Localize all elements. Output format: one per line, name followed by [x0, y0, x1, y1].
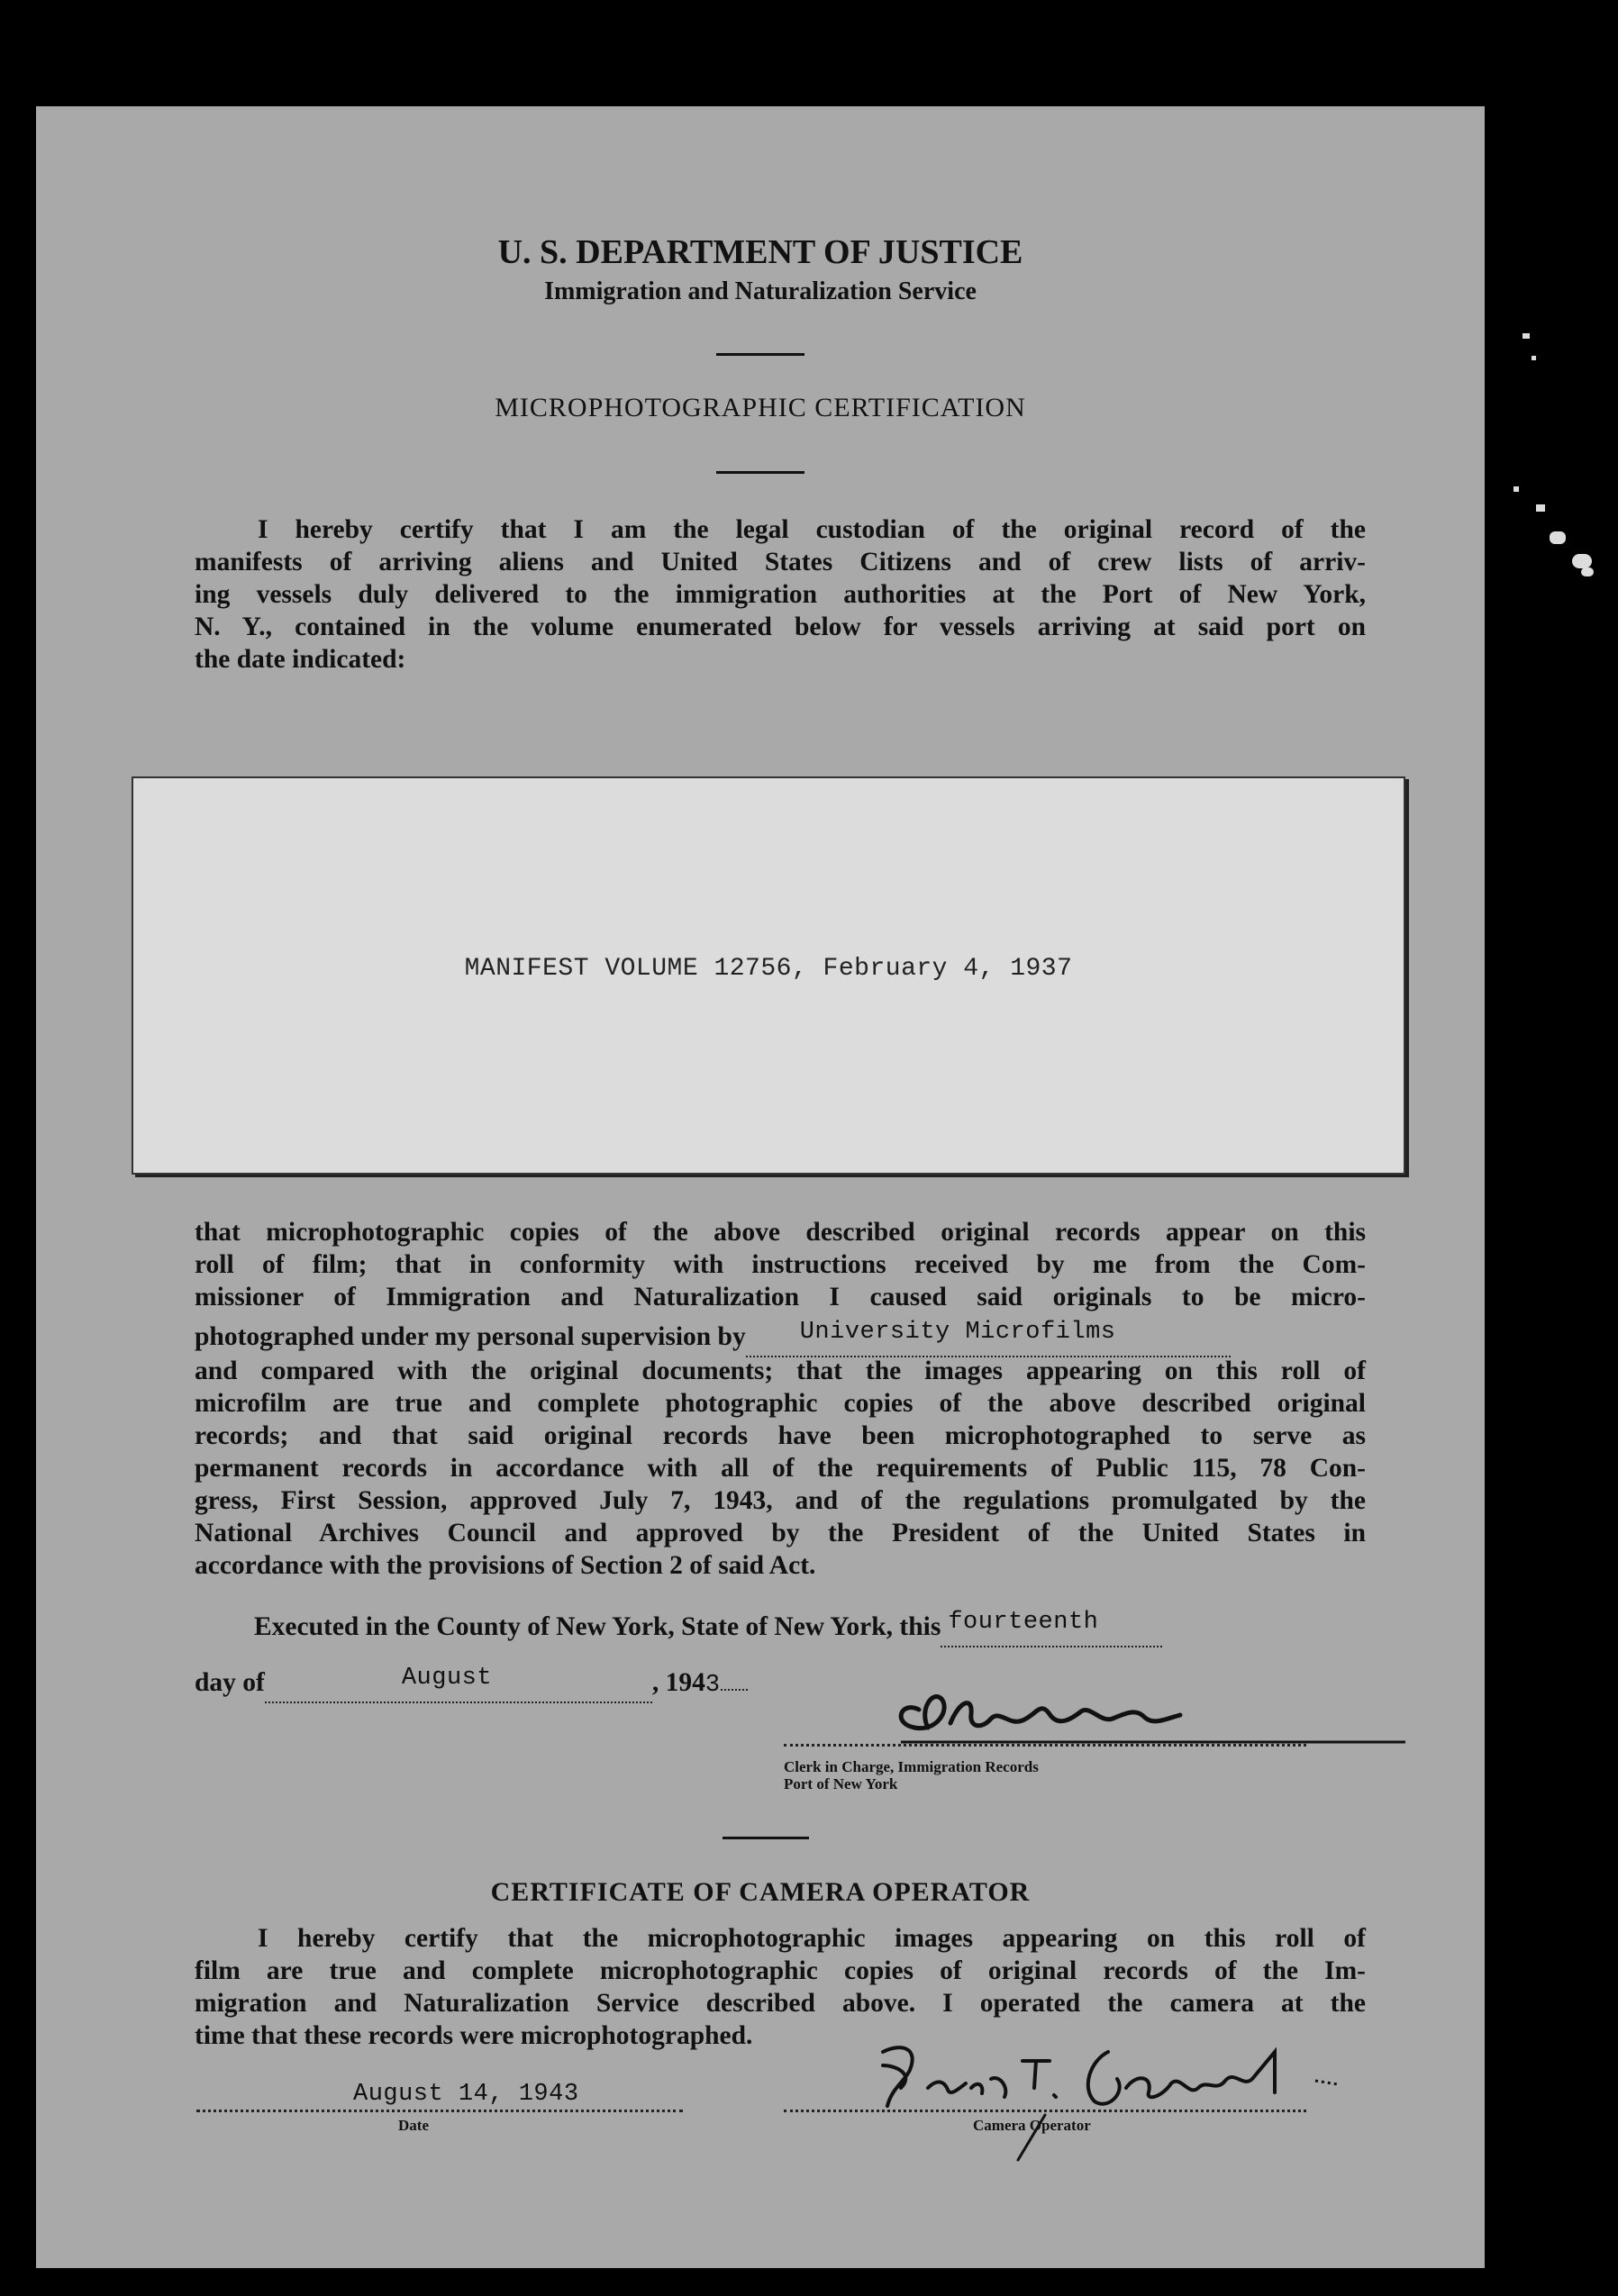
- supervision-prefix: photographed under my personal supervision by: [195, 1322, 746, 1351]
- film-speck: [1550, 531, 1566, 544]
- camera-date-label: Date: [398, 2117, 429, 2134]
- day-value: fourteenth: [948, 1609, 1099, 1636]
- clerk-title-1: Clerk in Charge, Immigration Records: [784, 1758, 1039, 1775]
- supervisor-value: University Microfilms: [799, 1319, 1116, 1346]
- month-field: [265, 1666, 652, 1703]
- film-speck: [1536, 504, 1545, 512]
- film-speck: [1513, 486, 1519, 492]
- month-value: August: [401, 1665, 493, 1692]
- intro-line: I hereby certify that I am the legal custodian of the original record of the: [258, 515, 1366, 544]
- year-digit: 3: [704, 1672, 721, 1699]
- clerk-signature: [865, 1674, 1405, 1755]
- camera-line: I hereby certify that the microphotographic images appearing on this roll of: [258, 1924, 1366, 1953]
- intro-line: the date indicated:: [195, 645, 406, 674]
- executed-line: [195, 1611, 1366, 1647]
- year-prefix: , 194: [651, 1668, 705, 1697]
- camera-line: film are true and complete microphotographic copies of original records of the Im-: [195, 1956, 1366, 1985]
- year-dots: [721, 1689, 748, 1691]
- intro-line: N. Y., contained in the volume enumerated below for vessels arriving at said port on: [195, 613, 1366, 641]
- divider: [716, 471, 804, 474]
- certificate-page: [36, 106, 1485, 2268]
- body-line: microfilm are true and complete photographic copies of the above described original: [195, 1389, 1366, 1418]
- supervisor-field: [746, 1320, 1231, 1357]
- operator-signature: [865, 2025, 1369, 2169]
- body-line: gress, First Session, approved July 7, 1943, and of the regulations promulgated by the: [195, 1486, 1366, 1515]
- intro-paragraph: [195, 513, 1366, 676]
- date-line: [196, 2110, 683, 2112]
- day-of-label: day of: [195, 1668, 265, 1697]
- film-speck: [1581, 567, 1594, 576]
- divider: [716, 353, 804, 356]
- clerk-title-2: Port of New York: [784, 1775, 898, 1792]
- supervision-line: [195, 1320, 1366, 1357]
- body-line: permanent records in accordance with all of the requirements of Public 115, 78 Con-: [195, 1454, 1366, 1483]
- body-line: National Archives Council and approved by the President of the United States in: [195, 1519, 1366, 1547]
- service-subtitle: Immigration and Naturalization Service: [544, 277, 977, 305]
- volume-label: MANIFEST VOLUME 12756, February 4, 1937: [464, 955, 1073, 983]
- intro-line: manifests of arriving aliens and United States Citizens and of crew lists of arriv-: [195, 548, 1366, 576]
- camera-operator-label: Camera Operator: [973, 2117, 1091, 2134]
- executed-prefix: Executed in the County of New York, State of New York, this: [254, 1612, 941, 1641]
- department-title: U. S. DEPARTMENT OF JUSTICE: [497, 233, 1023, 271]
- body-line: and compared with the original documents; that the images appearing on this roll of: [195, 1357, 1366, 1385]
- body-line: records; and that said original records have been microphotographed to serve as: [195, 1421, 1366, 1450]
- film-speck: [1572, 554, 1592, 568]
- film-speck: [1523, 333, 1530, 339]
- camera-line: time that these records were microphotographed.: [195, 2021, 753, 2050]
- camera-certificate-title: CERTIFICATE OF CAMERA OPERATOR: [490, 1877, 1031, 1907]
- camera-line: migration and Naturalization Service described above. I operated the camera at the: [195, 1989, 1366, 2018]
- intro-line: ing vessels duly delivered to the immigration authorities at the Port of New York,: [195, 580, 1366, 609]
- divider: [723, 1837, 809, 1839]
- body-line: that microphotographic copies of the above described original records appear on this: [195, 1218, 1366, 1247]
- film-speck: [1532, 356, 1536, 360]
- day-field: [941, 1611, 1162, 1647]
- camera-date-value: August 14, 1943: [353, 2081, 579, 2108]
- body-line: accordance with the provisions of Section 2 of said Act.: [195, 1551, 816, 1580]
- body-line: missioner of Immigration and Naturalization I caused said originals to be micro-: [195, 1283, 1366, 1311]
- volume-label-slip: [132, 776, 1405, 1175]
- body-paragraph-a: [195, 1216, 1366, 1313]
- body-line: roll of film; that in conformity with instructions received by me from the Com-: [195, 1250, 1366, 1279]
- certification-title: MICROPHOTOGRAPHIC CERTIFICATION: [495, 393, 1026, 422]
- body-paragraph-b: [195, 1355, 1366, 1582]
